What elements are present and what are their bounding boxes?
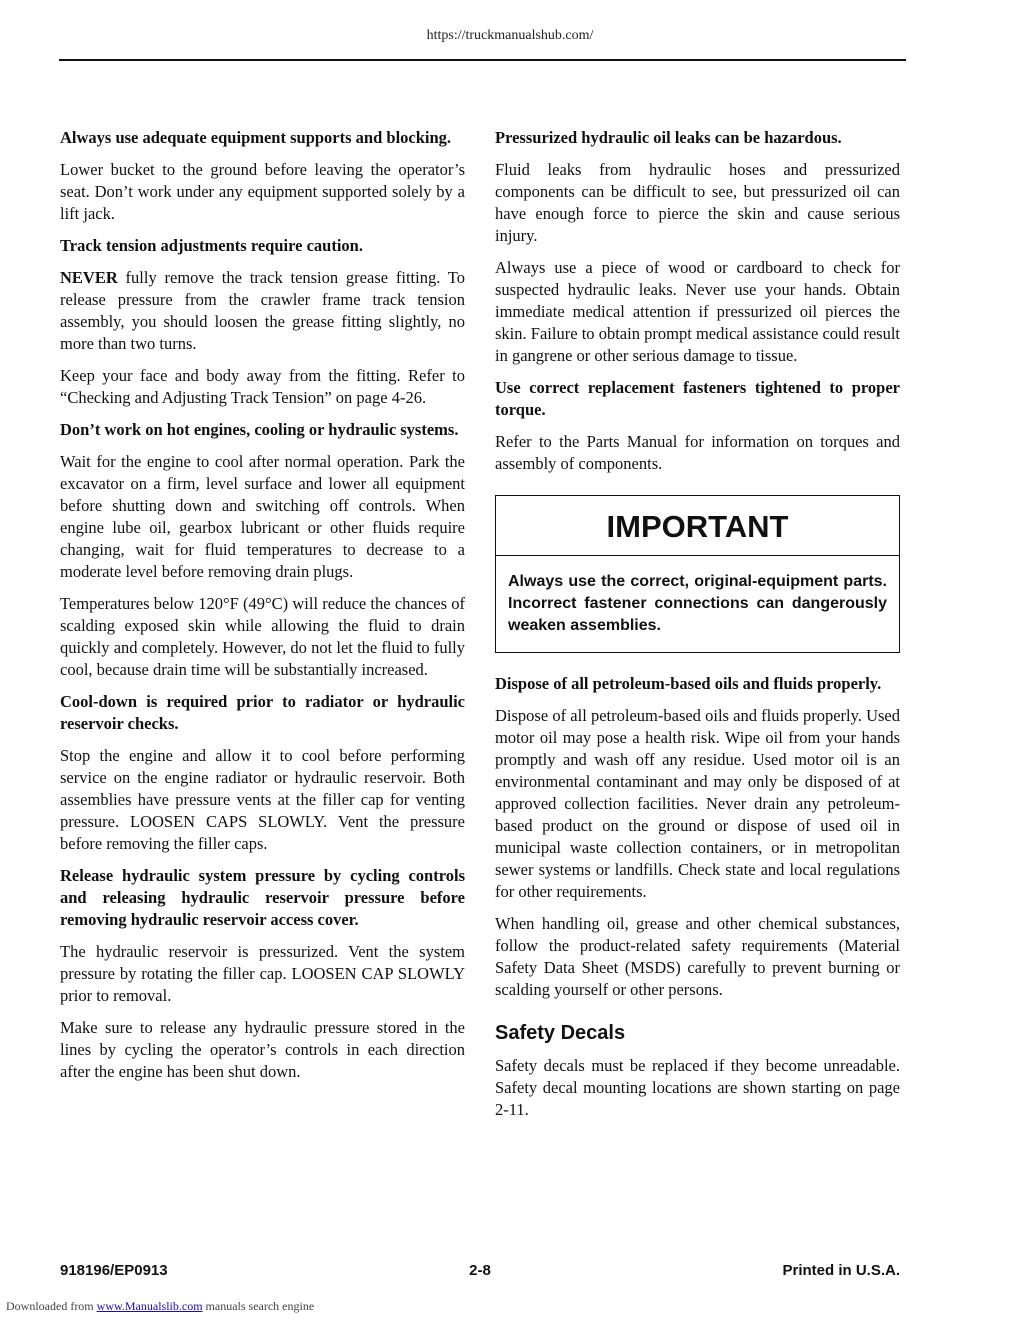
heading-equipment-supports: Always use adequate equipment supports and blocking. xyxy=(60,128,452,147)
paragraph-fluid-leaks: Fluid leaks from hydraulic hoses and pressurized components can be difficult to see, but pressurized oil can have enough force to pierce the skin and cause serious injury. xyxy=(495,160,900,245)
important-title: IMPORTANT xyxy=(496,496,899,556)
paragraph-temperatures: Temperatures below 120°F (49°C) will reduce the chances of scalding exposed skin while allowing the fluid to drain quickly and completely. However, do not let the fluid to fully cool, because drain time will be substantially increased. xyxy=(60,594,465,679)
paragraph-lower-bucket: Lower bucket to the ground before leaving the operator’s seat. Don’t work under any equipment supported solely by a lift jack. xyxy=(60,160,465,223)
manualslib-link[interactable]: www.Manualslib.com xyxy=(96,1299,203,1313)
footer-doc-number: 918196/EP0913 xyxy=(60,1262,168,1279)
right-column xyxy=(495,127,900,1131)
heading-fasteners: Use correct replacement fasteners tightened to proper torque. xyxy=(495,378,900,419)
paragraph-release-hydraulic: Make sure to release any hydraulic pressure stored in the lines by cycling the operator’s controls in each direction after the engine has been shut down. xyxy=(60,1018,465,1081)
paragraph-face-body-away: Keep your face and body away from the fitting. Refer to “Checking and Adjusting Track Tension” on page 4-26. xyxy=(60,366,465,407)
paragraph-safety-decals: Safety decals must be replaced if they become unreadable. Safety decal mounting locations are shown starting on page 2-11. xyxy=(495,1056,900,1119)
download-note-suffix: manuals search engine xyxy=(202,1299,315,1313)
paragraph-check-leaks: Always use a piece of wood or cardboard to check for suspected hydraulic leaks. Never use your hands. Obtain immediate medical attention if pressurized oil pierces the skin. Failure to obtain prompt medical assistance could result in gangrene or other serious damage to tissue. xyxy=(495,258,900,365)
header-rule xyxy=(59,59,906,61)
heading-oil-leaks: Pressurized hydraulic oil leaks can be hazardous. xyxy=(495,128,842,147)
never-emphasis: NEVER xyxy=(60,268,118,287)
paragraph-grease-fitting-text: fully remove the track tension grease fitting. To release pressure from the crawler frame track tension assembly, you should loosen the grease fitting slightly, no more than two turns. xyxy=(60,268,465,353)
header-url: https://truckmanualshub.com/ xyxy=(426,28,594,43)
left-column xyxy=(60,127,465,1093)
footer-printed: Printed in U.S.A. xyxy=(782,1262,900,1279)
section-heading-safety-decals: Safety Decals xyxy=(495,1022,626,1044)
paragraph-stop-engine: Stop the engine and allow it to cool before performing service on the engine radiator or hydraulic reservoir. Both assemblies have pressure vents at the filler cap for venting pressure. LOOSEN CAPS SLOWLY. Vent the pressure before removing the filler caps. xyxy=(60,746,465,853)
download-note-prefix: Downloaded from xyxy=(6,1299,97,1313)
heading-hot-engines: Don’t work on hot engines, cooling or hydraulic systems. xyxy=(60,420,459,439)
footer-page-number: 2-8 xyxy=(469,1262,491,1279)
important-notice xyxy=(495,495,900,653)
paragraph-handling-oil: When handling oil, grease and other chemical substances, follow the product-related safety requirements (Material Safety Data Sheet (MSDS) carefully to prevent burning or scalding yourself or other persons. xyxy=(495,914,900,999)
paragraph-parts-manual: Refer to the Parts Manual for information on torques and assembly of components. xyxy=(495,432,900,473)
heading-track-tension: Track tension adjustments require caution. xyxy=(60,236,363,255)
page-footer xyxy=(60,1262,900,1282)
paragraph-engine-cool: Wait for the engine to cool after normal operation. Park the excavator on a firm, level surface and lower all equipment before shutting down and switching off controls. When engine lube oil, gearbox lubricant or other fluids require changing, wait for fluid temperatures to decrease to a moderate level before removing drain plugs. xyxy=(60,452,465,581)
download-note xyxy=(6,1299,314,1314)
paragraph-grease-fitting xyxy=(60,267,465,355)
paragraph-dispose-oils: Dispose of all petroleum-based oils and fluids properly. Used motor oil may pose a health risk. Wipe oil from your hands promptly and wash off any residue. Used motor oil is an environmental contaminant and may only be disposed of at approved collection facilities. Never drain any petroleum-based product on the ground or dispose of used oil in municipal waste collection containers, or in metropolitan sewer systems or landfills. Check state and local regulations for other requirements. xyxy=(495,706,900,901)
important-body: Always use the correct, original-equipment parts. Incorrect fastener connections can dangerously weaken assemblies. xyxy=(508,573,887,634)
heading-release-pressure: Release hydraulic system pressure by cycling controls and releasing hydraulic reservoir pressure before removing hydraulic reservoir access cover. xyxy=(60,866,465,929)
paragraph-reservoir-pressurized: The hydraulic reservoir is pressurized. Vent the system pressure by rotating the filler cap. LOOSEN CAP SLOWLY prior to removal. xyxy=(60,942,465,1005)
heading-dispose-oils: Dispose of all petroleum-based oils and fluids properly. xyxy=(495,674,882,693)
heading-cool-down: Cool-down is required prior to radiator or hydraulic reservoir checks. xyxy=(60,692,465,733)
